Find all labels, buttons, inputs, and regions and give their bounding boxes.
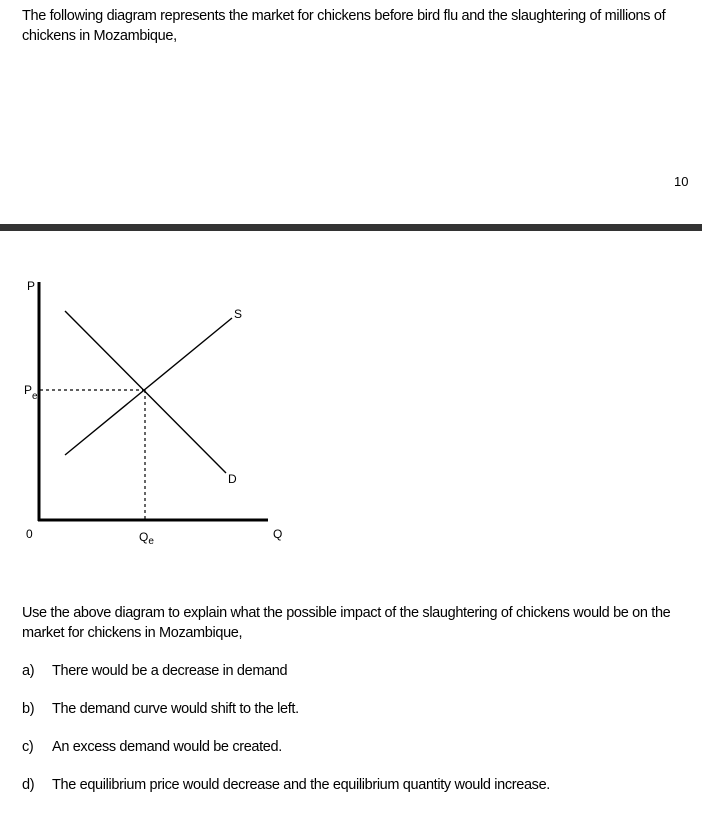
answer-option-a[interactable] <box>22 663 287 679</box>
option-text: The equilibrium price would decrease and the equilibrium quantity would increase. <box>52 777 550 793</box>
option-letter: c) <box>22 739 34 755</box>
price-label: $P_e$ <box>24 383 38 402</box>
option-text: An excess demand would be created. <box>52 739 282 755</box>
y-axis-label: P <box>27 279 36 293</box>
option-letter: a) <box>22 663 35 679</box>
answer-option-d[interactable] <box>22 777 550 793</box>
demand-curve <box>65 311 226 473</box>
answer-option-c[interactable] <box>22 739 282 755</box>
demand-label: D <box>228 472 237 486</box>
option-letter: b) <box>22 701 35 717</box>
supply-curve <box>65 318 232 455</box>
option-letter: d) <box>22 777 35 793</box>
quantity-label: $Q_e$ <box>139 530 154 547</box>
answer-option-b[interactable] <box>22 701 299 717</box>
x-axis-label: Q <box>273 527 283 541</box>
page-divider <box>0 224 702 231</box>
page-number: 10 <box>674 174 689 189</box>
supply-label: S <box>234 307 243 321</box>
origin-label: 0 <box>26 527 33 541</box>
intro-text: The following diagram represents the market for chickens before bird flu and the slaughtering of millions of chickens in Mozambique, <box>22 8 666 44</box>
option-text: There would be a decrease in demand <box>52 663 288 679</box>
question-text: Use the above diagram to explain what the possible impact of the slaughtering of chickens would be on the market for chickens in Mozambique, <box>22 605 671 641</box>
option-text: The demand curve would shift to the left. <box>52 701 299 717</box>
supply-demand-diagram <box>0 268 320 558</box>
